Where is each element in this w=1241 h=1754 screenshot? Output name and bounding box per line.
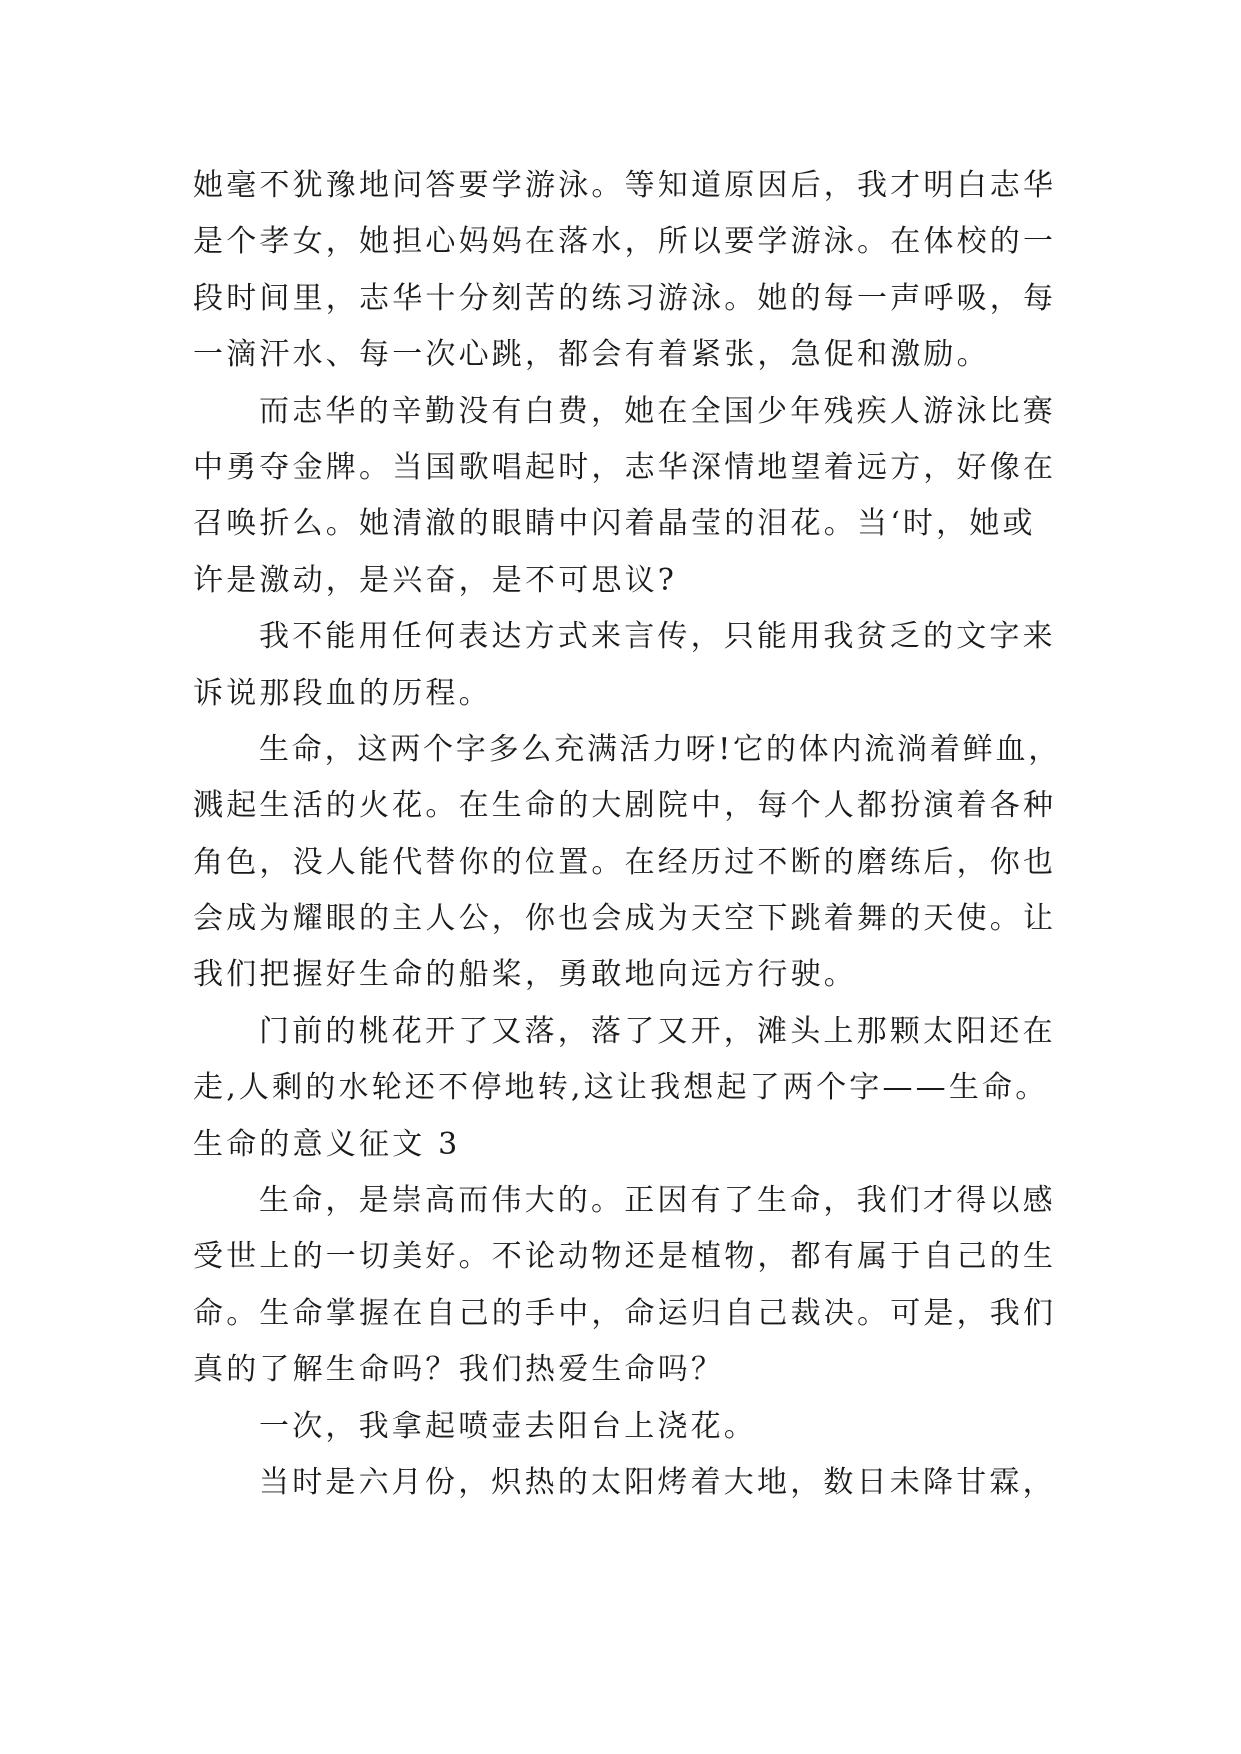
- text-line-02: 是个孝女，她担心妈妈在落水，所以要学游泳。在体校的一: [193, 224, 1057, 260]
- text-line-13: 角色，没人能代替你的位置。在经历过不断的磨练后，你也: [193, 844, 1057, 880]
- text-line-21: 命。生命掌握在自己的手中，命运归自己裁决。可是，我们: [193, 1295, 1057, 1331]
- text-line-01: 她毫不犹豫地问答要学游泳。等知道原因后，我才明白志华: [193, 168, 1057, 203]
- text-line-16: 门前的桃花开了又落，落了又开，滩头上那颗太阳还在: [259, 1013, 1056, 1049]
- text-line-12: 溅起生活的火花。在生命的大剧院中，每个人都扮演着各种: [193, 788, 1057, 824]
- text-line-05: 而志华的辛勤没有白费，她在全国少年残疾人游泳比赛: [259, 393, 1056, 429]
- document-body: [193, 158, 1063, 1511]
- text-line-19: 生命，是崇高而伟大的。正因有了生命，我们才得以感: [259, 1183, 1056, 1219]
- text-line-07: 召唤折么。她清澈的眼睛中闪着晶莹的泪花。当‘时，她或: [193, 506, 1036, 542]
- text-line-04: 一滴汗水、每一次心跳，都会有着紧张，急促和激励。: [193, 337, 990, 373]
- text-line-20: 受世上的一切美好。不论动物还是植物，都有属于自己的生: [193, 1239, 1057, 1275]
- text-line-17: 走,人剩的水轮还不停地转,这让我想起了两个字——生命。: [193, 1070, 1049, 1106]
- text-line-11: 生命，这两个字多么充满活力呀!它的体内流淌着鲜血，: [259, 731, 1062, 767]
- text-line-23: 一次，我拿起喷壶去阳台上浇花。: [259, 1408, 757, 1444]
- section-heading: 生命的意义征文 3: [193, 1126, 461, 1162]
- text-line-14: 会成为耀眼的主人公，你也会成为天空下跳着舞的天使。让: [193, 901, 1057, 937]
- text-line-24: 当时是六月份，炽热的太阳烤着大地，数日未降甘霖，: [259, 1464, 1056, 1500]
- text-line-08: 许是激动，是兴奋，是不可思议?: [193, 562, 678, 598]
- text-line-09: 我不能用任何表达方式来言传，只能用我贫乏的文字来: [259, 619, 1056, 655]
- text-line-22: 真的了解生命吗？我们热爱生命吗？: [193, 1352, 725, 1388]
- text-line-10: 诉说那段血的历程。: [193, 675, 492, 711]
- text-line-15: 我们把握好生命的船桨，勇敢地向远方行驶。: [193, 957, 857, 993]
- text-line-03: 段时间里，志华十分刻苦的练习游泳。她的每一声呼吸，每: [193, 280, 1057, 316]
- text-line-06: 中勇夺金牌。当国歌唱起时，志华深情地望着远方，好像在: [193, 449, 1057, 485]
